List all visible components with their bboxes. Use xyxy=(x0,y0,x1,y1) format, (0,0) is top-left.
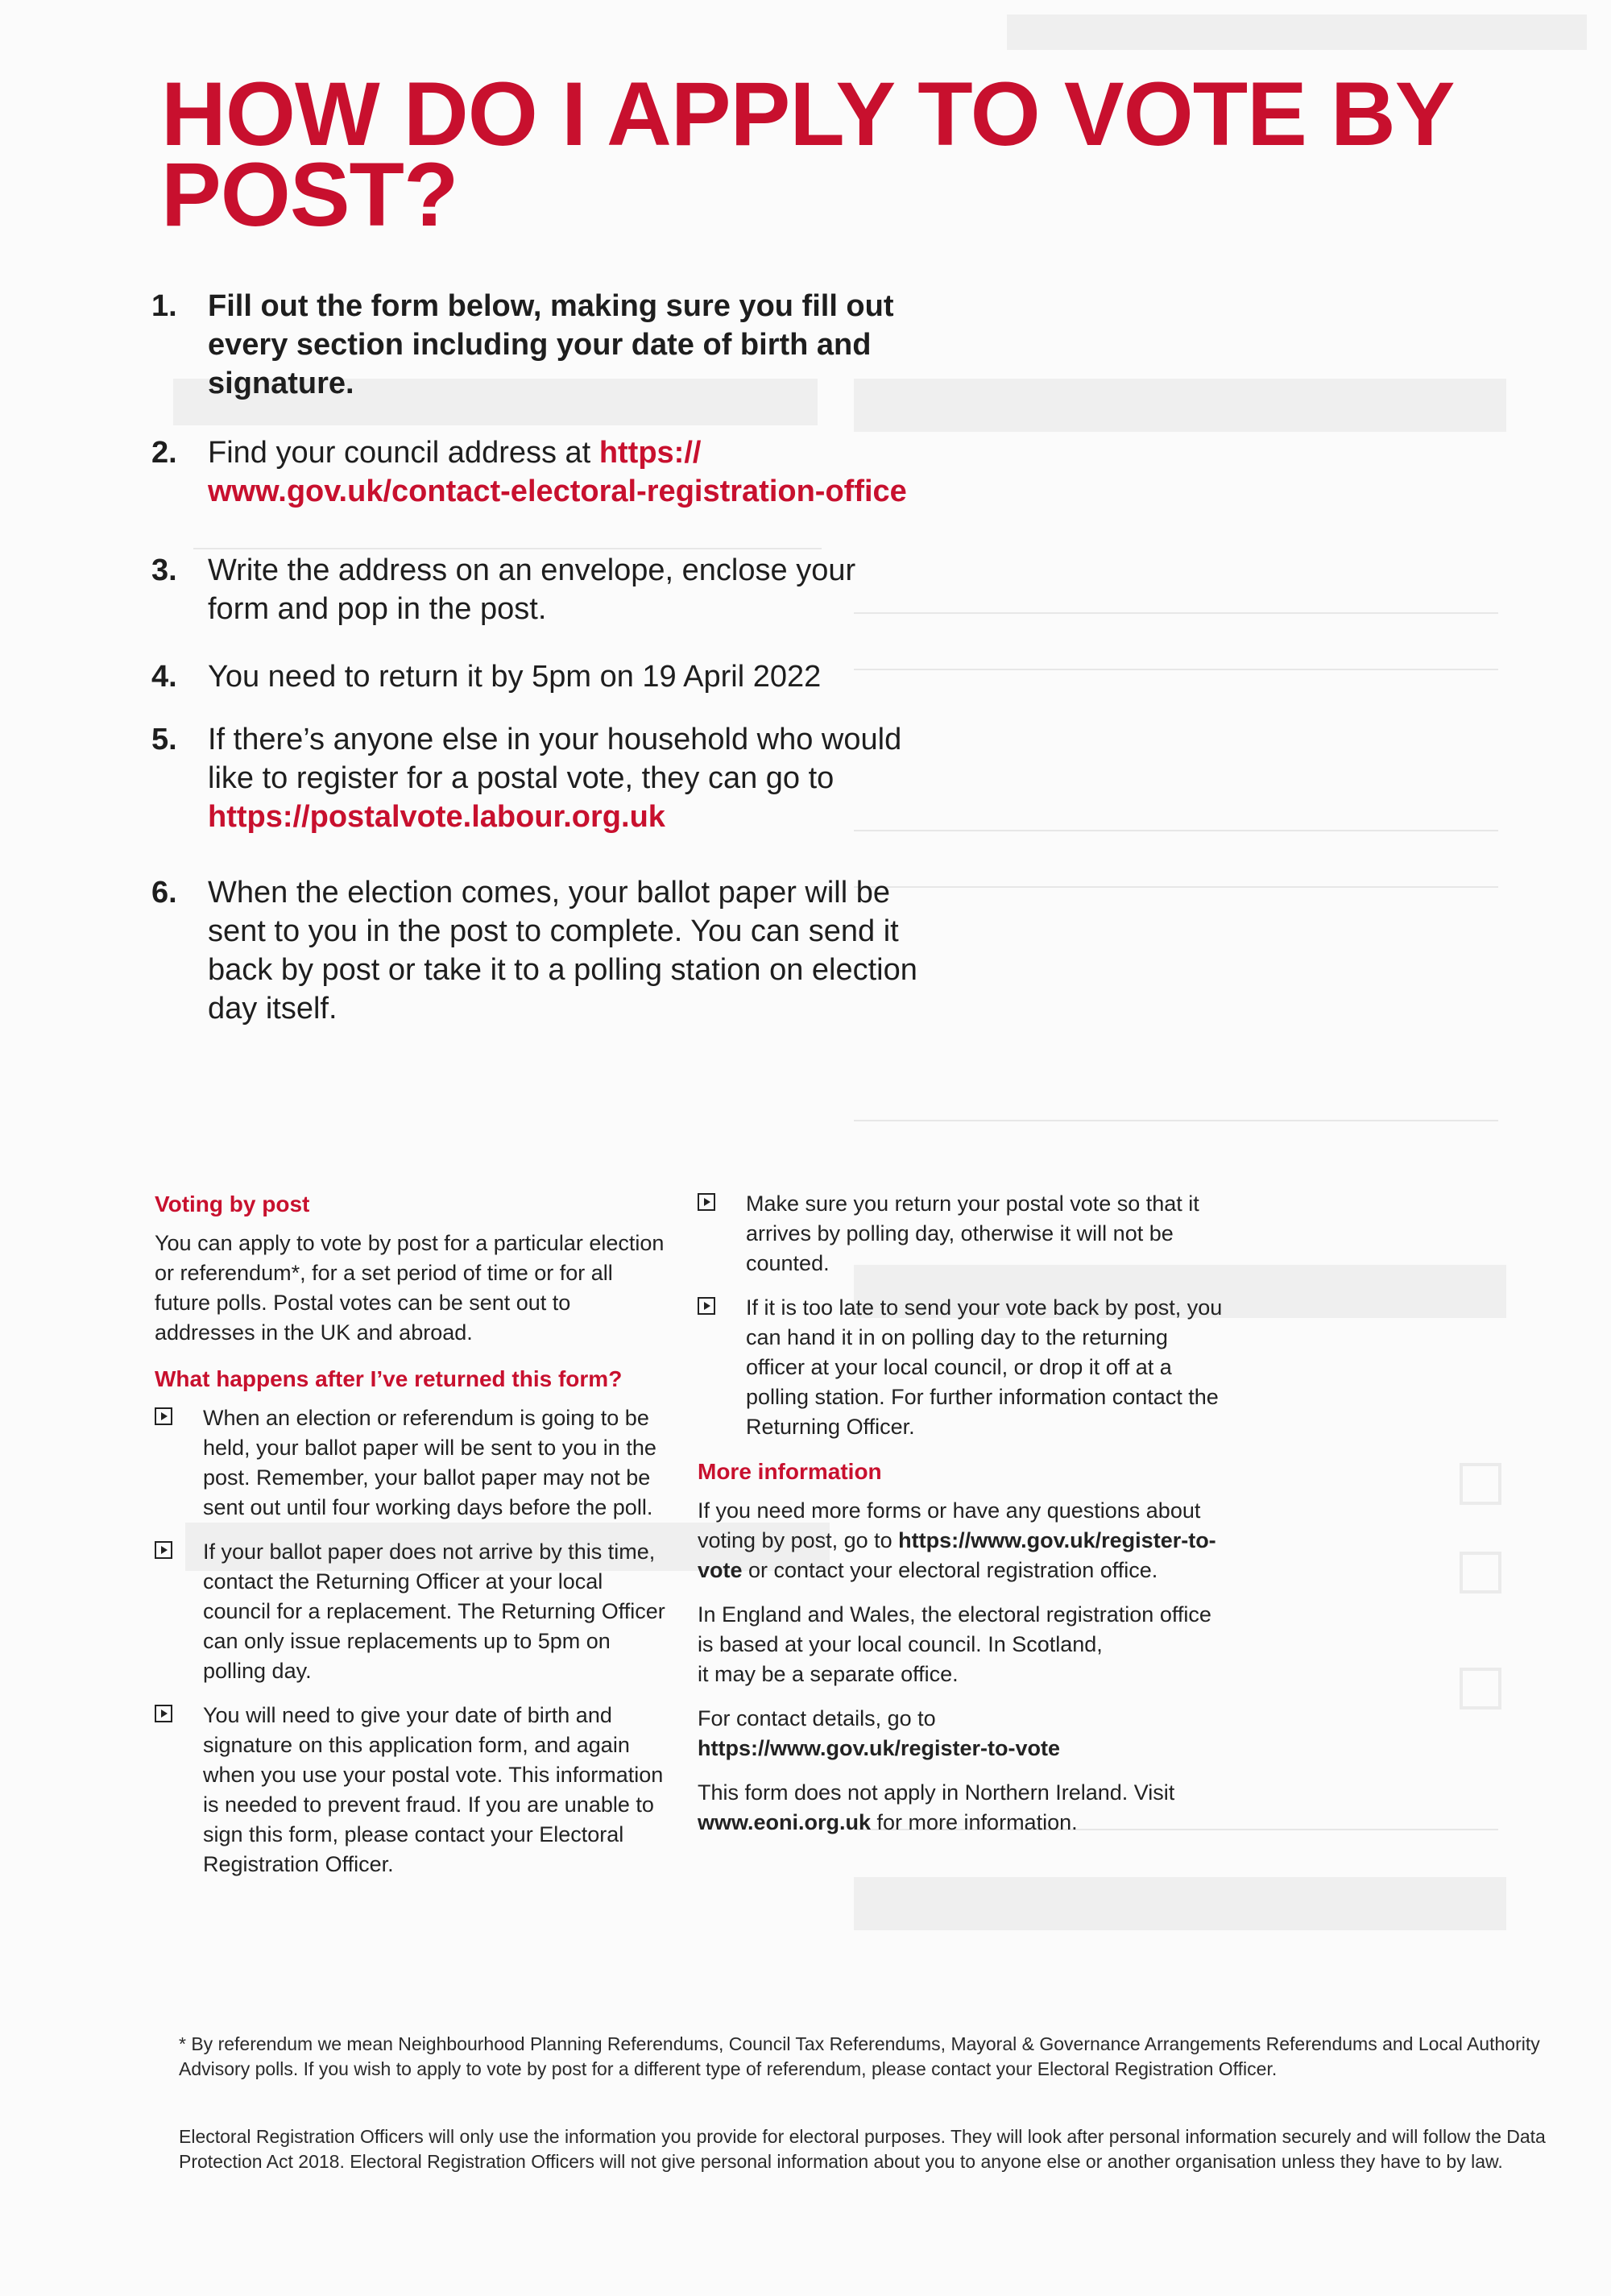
arrow-box-icon xyxy=(155,1541,172,1559)
step-number: 5. xyxy=(151,723,177,756)
step-6 xyxy=(151,873,925,1028)
arrow-box-icon xyxy=(155,1705,172,1722)
bullet-text: If your ballot paper does not arrive by this time, contact the Returning Officer at your local council for a replacement. The Returning Officer can only issue replacements up to 5pm on polling day. xyxy=(203,1540,665,1683)
bullet-text: If it is too late to send your vote back by post, you can hand it in on polling day to the returning officer at your local council, or drop it off at a polling station. For further information contact the Returning Officer. xyxy=(746,1295,1223,1439)
data-protection-note: Electoral Registration Officers will only use the information you provide for electoral purposes. They will look after personal information securely and will follow the Data Protection Act 2018. Electoral Registration Officers will not give personal information about you to anyone else or another organisation unless they have to by law. xyxy=(179,2126,1546,2172)
step-4 xyxy=(151,657,925,696)
list-item xyxy=(698,1293,1229,1442)
after-returned-heading: What happens after I’ve returned this form? xyxy=(155,1366,623,1391)
step-3 xyxy=(151,551,925,628)
left-column xyxy=(155,1189,670,1894)
right-column xyxy=(698,1189,1229,1852)
page-title: HOW DO I APPLY TO VOTE BY POST? xyxy=(161,64,1453,245)
step-number: 6. xyxy=(151,876,177,910)
bullet-text: You will need to give your date of birth and signature on this application form, and again when you use your postal vote. This information is needed to prevent fraud. If you are unable to sign this form, please contact your Electoral Registration Officer. xyxy=(203,1703,664,1876)
step-text: Fill out the form below, making sure you fill out every section including your date of birth and signature. xyxy=(208,289,894,400)
step-text: You need to return it by 5pm on 19 April 2022 xyxy=(208,660,822,694)
postal-vote-link[interactable]: https://postalvote.labour.org.uk xyxy=(208,800,665,834)
step-5 xyxy=(151,720,925,836)
step-text: Write the address on an envelope, enclose your form and pop in the post. xyxy=(208,553,856,626)
steps-list xyxy=(151,287,925,1028)
eoni-link[interactable]: www.eoni.org.uk xyxy=(698,1810,872,1834)
council-address-link[interactable]: https://​www.gov.uk/contact-electoral-registration-​office xyxy=(208,436,907,508)
list-item xyxy=(155,1403,670,1523)
register-to-vote-link[interactable]: https://www.gov.uk/register-to-vote xyxy=(698,1528,1216,1582)
step-1 xyxy=(151,287,925,403)
more-info-office: In England and Wales, the electoral registration office is based at your local council. In Scotland, xyxy=(698,1602,1211,1656)
more-info-forms: If you need more forms or have any questions about voting by post, go to https://www.gov.uk/register-to-vote or contact your electoral registration office. xyxy=(698,1498,1216,1582)
voting-by-post-text: You can apply to vote by post for a particular election or referendum*, for a set period of time or for all future polls. Postal votes can be sent out to addresses in the UK and abroad. xyxy=(155,1231,665,1345)
contact-details-link[interactable]: https://www.gov.uk/register-to-vote xyxy=(698,1736,1061,1760)
referendum-footnote: * By referendum we mean Neighbourhood Planning Referendums, Council Tax Referendums, Mayoral & Governance Arrangements Referendums and Local Authority Advisory polls. If you wish to apply to vote by post for a different type of referendum, please contact your Electoral Registration Officer. xyxy=(179,2033,1540,2079)
arrow-box-icon xyxy=(155,1407,172,1425)
bullet-text: Make sure you return your postal vote so that it arrives by polling day, otherwise it will not be counted. xyxy=(746,1192,1199,1275)
step-number: 1. xyxy=(151,289,177,323)
list-item xyxy=(155,1537,670,1686)
step-text: Find your council address at xyxy=(208,436,599,470)
voting-by-post-heading: Voting by post xyxy=(155,1192,310,1216)
more-information-heading: More information xyxy=(698,1459,882,1484)
step-number: 4. xyxy=(151,660,177,694)
step-text: If there’s anyone else in your household who would like to register for a postal vote, they can go to xyxy=(208,723,902,795)
step-text: When the election comes, your ballot paper will be sent to you in the post to complete. You can send it back by post or take it to a polling station on election day itself. xyxy=(208,876,917,1026)
more-info-contact: For contact details, go to https://www.gov.uk/register-to-vote xyxy=(698,1706,1061,1760)
arrow-box-icon xyxy=(698,1193,715,1211)
bullet-text: When an election or referendum is going to be held, your ballot paper will be sent to you in the post. Remember, your ballot paper may not be sent out until four working days before the poll. xyxy=(203,1406,656,1519)
step-number: 3. xyxy=(151,553,177,587)
step-number: 2. xyxy=(151,436,177,470)
step-2 xyxy=(151,433,925,511)
list-item xyxy=(155,1701,670,1879)
more-info-northern-ireland: This form does not apply in Northern Ireland. Visit www.eoni.org.uk for more information. xyxy=(698,1780,1175,1834)
list-item xyxy=(698,1189,1229,1279)
more-info-office-scotland: it may be a separate office. xyxy=(698,1662,959,1686)
arrow-box-icon xyxy=(698,1297,715,1315)
